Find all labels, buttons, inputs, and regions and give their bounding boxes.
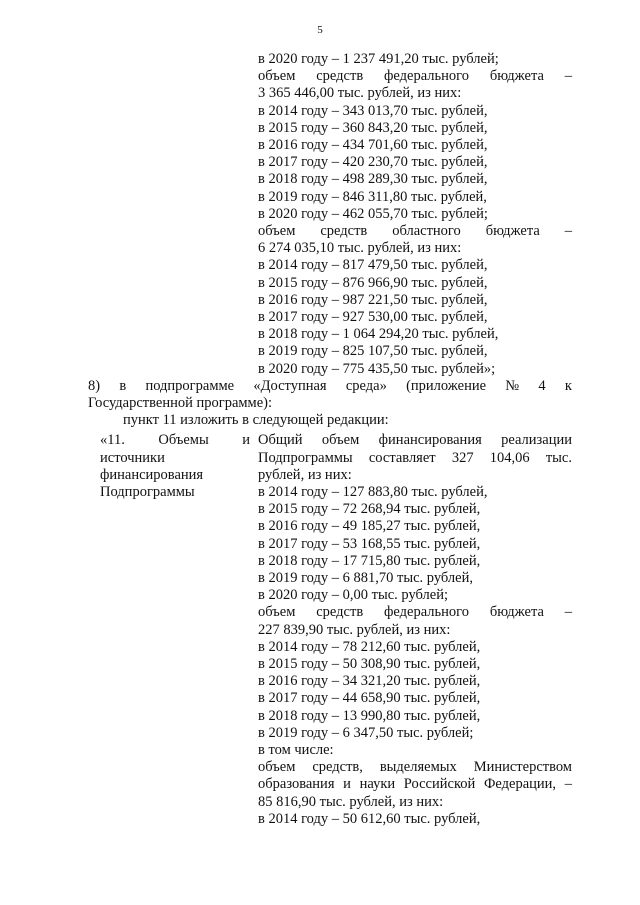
word: 327 [451,449,474,466]
word: средств [316,68,364,85]
regional-budget-total: 6 274 035,10 тыс. рублей, из них: [258,240,462,257]
word: федерального [384,68,469,85]
word: Подпрограммы [258,449,353,466]
word: средств, [312,759,363,776]
word: и [242,432,250,449]
left-col-line: финансирования [100,466,204,483]
left-col-line: Подпрограммы [100,484,195,500]
federal-budget-year-line: в 2018 году – 13 990,80 тыс. рублей, [258,707,481,724]
federal-budget-year-line: в 2019 году – 6 347,50 тыс. рублей; [258,724,474,741]
word: среда» [345,377,387,394]
word: – [564,223,572,239]
page-number: 5 [317,24,323,36]
regional-budget-year-line: в 2016 году – 987 221,50 тыс. рублей, [258,291,488,308]
word: и [343,776,351,793]
ministry-funding-year-line: в 2014 году – 50 612,60 тыс. рублей, [258,810,481,827]
word: выделяемых [379,759,457,776]
federal-budget-heading [258,604,572,621]
federal-budget-year-line: в 2016 году – 34 321,20 тыс. рублей, [258,673,481,690]
federal-budget-year-line: в 2015 году – 360 843,20 тыс. рублей, [258,119,488,136]
word: объем [258,68,296,85]
ministry-funding-total: 85 816,90 тыс. рублей, из них: [258,793,444,810]
left-col-heading [100,432,250,449]
word: федерального [384,604,469,621]
word: объем [258,604,296,621]
word: бюджета [489,68,544,85]
word: образования [258,776,335,793]
item-8-continuation: Государственной программе): [88,395,273,411]
federal-budget-year-line: в 2014 году – 343 013,70 тыс. рублей, [258,102,488,119]
regional-budget-year-line: в 2017 году – 927 530,00 тыс. рублей, [258,309,488,325]
ministry-funding-heading [258,776,572,793]
word: (приложение [406,377,487,394]
total-funding-year-line: в 2018 году – 17 715,80 тыс. рублей, [258,552,481,569]
total-funding-year-line: в 2020 году – 0,00 тыс. рублей; [258,587,449,604]
word: бюджета [489,604,544,621]
word: объем [321,432,360,449]
total-funding-year-line: в 2015 году – 72 268,94 тыс. рублей, [258,501,481,518]
budget-line: в 2020 году – 1 237 491,20 тыс. рублей; [258,51,499,67]
federal-budget-year-line: в 2017 году – 44 658,90 тыс. рублей, [258,690,481,707]
word: Российской [403,776,476,793]
word: Объемы [158,432,209,449]
word: – [564,776,572,793]
federal-budget-year-line: в 2019 году – 846 311,80 тыс. рублей, [258,188,487,205]
regional-budget-year-line: в 2018 году – 1 064 294,20 тыс. рублей, [258,326,499,343]
regional-budget-year-line: в 2015 году – 876 966,90 тыс. рублей, [258,274,488,291]
ministry-funding-heading [258,759,572,776]
word: 104,06 [489,449,530,466]
word: подпрограмме [145,377,235,394]
word: бюджета [485,223,540,239]
word: реализации [501,432,572,449]
word: «11. [100,432,125,449]
word: науки [359,776,396,793]
word: № [505,377,520,394]
federal-budget-year-line: в 2020 году – 462 055,70 тыс. рублей; [258,205,488,222]
total-funding-year-line: в 2016 году – 49 185,27 тыс. рублей, [258,518,481,535]
word: Общий [258,432,303,449]
federal-budget-year-line: в 2015 году – 50 308,90 тыс. рублей, [258,656,481,672]
word: тыс. [545,449,572,466]
word: «Доступная [253,377,327,394]
word: финансирования [378,432,482,449]
federal-budget-year-line: в 2014 году – 78 212,60 тыс. рублей, [258,638,481,655]
total-funding-year-line: в 2014 году – 127 883,80 тыс. рублей, [258,484,488,500]
regional-budget-year-line: в 2019 году – 825 107,50 тыс. рублей, [258,343,488,360]
regional-budget-heading [258,223,572,240]
including-label: в том числе: [258,742,334,758]
regional-budget-year-line: в 2020 году – 775 435,50 тыс. рублей»; [258,360,496,377]
total-funding-year-line: в 2017 году – 53 168,55 тыс. рублей, [258,535,481,552]
federal-budget-year-line: в 2016 году – 434 701,60 тыс. рублей, [258,137,488,153]
word: в [119,377,127,394]
total-funding-heading [258,450,572,467]
total-funding-heading [258,432,572,449]
word: областного [392,223,461,239]
punkt-11-instruction: пункт 11 изложить в следующей редакции: [123,412,389,429]
federal-budget-year-line: в 2018 году – 498 289,30 тыс. рублей, [258,171,488,188]
federal-budget-year-line: в 2017 году – 420 230,70 тыс. рублей, [258,154,488,171]
item-8-line [88,378,572,395]
word: – [564,68,572,85]
word: объем [258,223,296,239]
total-funding-heading: рублей, из них: [258,466,352,483]
word: Министерством [473,759,572,776]
word: объем [258,759,296,776]
word: 4 [538,377,546,394]
federal-budget-heading [258,68,572,85]
word: составляет [368,449,436,466]
word: средств [316,604,364,621]
word: 8) [88,377,101,394]
word: к [564,377,572,394]
left-col-line: источники [100,449,165,466]
total-funding-year-line: в 2019 году – 6 881,70 тыс. рублей, [258,570,473,586]
word: средств [320,223,368,239]
federal-budget-total: 3 365 446,00 тыс. рублей, из них: [258,85,462,102]
federal-budget-total: 227 839,90 тыс. рублей, из них: [258,621,451,638]
regional-budget-year-line: в 2014 году – 817 479,50 тыс. рублей, [258,257,488,274]
word: – [564,604,572,621]
word: Федерации, [483,776,557,793]
